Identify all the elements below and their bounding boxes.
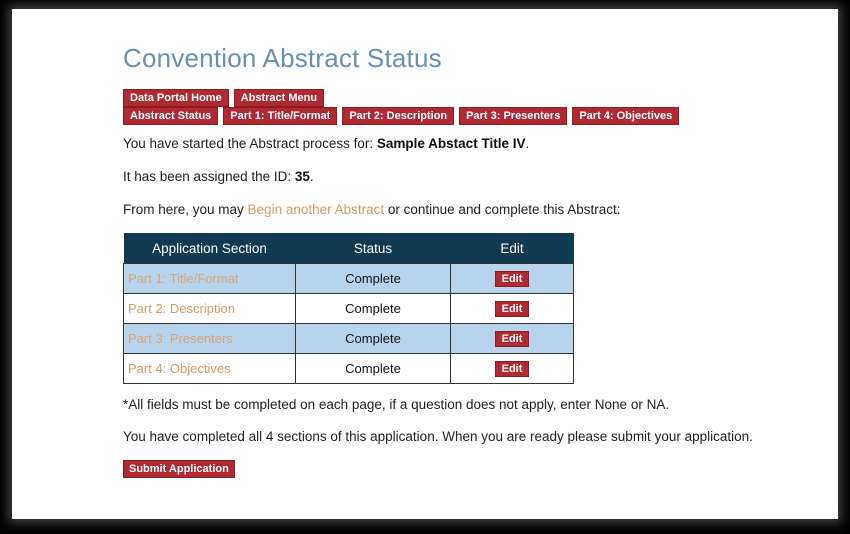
from-here-suffix: or continue and complete this Abstract: [384, 202, 621, 217]
table-row [124, 324, 574, 354]
section-link-part4[interactable]: Part 4: Objectives [128, 361, 231, 376]
header-edit: Edit [451, 233, 574, 264]
nav-part1-button[interactable]: Part 1: Title/Format [223, 107, 337, 125]
section-link-part1[interactable]: Part 1: Title/Format [128, 271, 239, 286]
page-title: Convention Abstract Status [123, 43, 442, 73]
status-cell: Complete [296, 294, 451, 324]
table-header-row [124, 233, 574, 264]
status-cell: Complete [296, 264, 451, 294]
fields-note: *All fields must be completed on each page, if a question does not apply, enter None or NA. [123, 397, 670, 412]
started-prefix: You have started the Abstract process for: [123, 136, 377, 151]
nav-row-primary [123, 89, 324, 107]
nav-part3-button[interactable]: Part 3: Presenters [459, 107, 567, 125]
completed-note: You have completed all 4 sections of this application. When you are ready please submit your application. [123, 429, 753, 444]
page-frame [12, 9, 838, 519]
assigned-id-text [123, 169, 314, 184]
nav-data-portal-home-button[interactable]: Data Portal Home [123, 89, 229, 107]
id-prefix: It has been assigned the ID: [123, 169, 295, 184]
section-link-part2[interactable]: Part 2: Description [128, 301, 235, 316]
from-here-prefix: From here, you may [123, 202, 248, 217]
table-row [124, 264, 574, 294]
nav-abstract-status-button[interactable]: Abstract Status [123, 107, 218, 125]
status-cell: Complete [296, 324, 451, 354]
from-here-text [123, 202, 621, 217]
status-cell: Complete [296, 354, 451, 384]
nav-abstract-menu-button[interactable]: Abstract Menu [234, 89, 324, 107]
edit-button-part4[interactable]: Edit [495, 361, 530, 377]
header-application-section: Application Section [124, 233, 296, 264]
table-row [124, 294, 574, 324]
table-row [124, 354, 574, 384]
abstract-title: Sample Abstact Title IV [376, 136, 526, 151]
nav-row-sections [123, 107, 679, 125]
edit-button-part1[interactable]: Edit [495, 271, 530, 287]
submit-application-button[interactable]: Submit Application [123, 460, 235, 478]
nav-part2-button[interactable]: Part 2: Description [342, 107, 454, 125]
header-status: Status [296, 233, 451, 264]
section-link-part3[interactable]: Part 3: Presenters [128, 331, 233, 346]
nav-part4-button[interactable]: Part 4: Objectives [572, 107, 679, 125]
edit-button-part2[interactable]: Edit [495, 301, 530, 317]
started-suffix: . [525, 136, 530, 151]
id-suffix: . [309, 169, 314, 184]
edit-button-part3[interactable]: Edit [495, 331, 530, 347]
sections-table [123, 233, 574, 384]
begin-another-abstract-link[interactable]: Begin another Abstract [247, 202, 385, 217]
abstract-id: 35 [294, 169, 310, 184]
started-text [123, 136, 529, 151]
